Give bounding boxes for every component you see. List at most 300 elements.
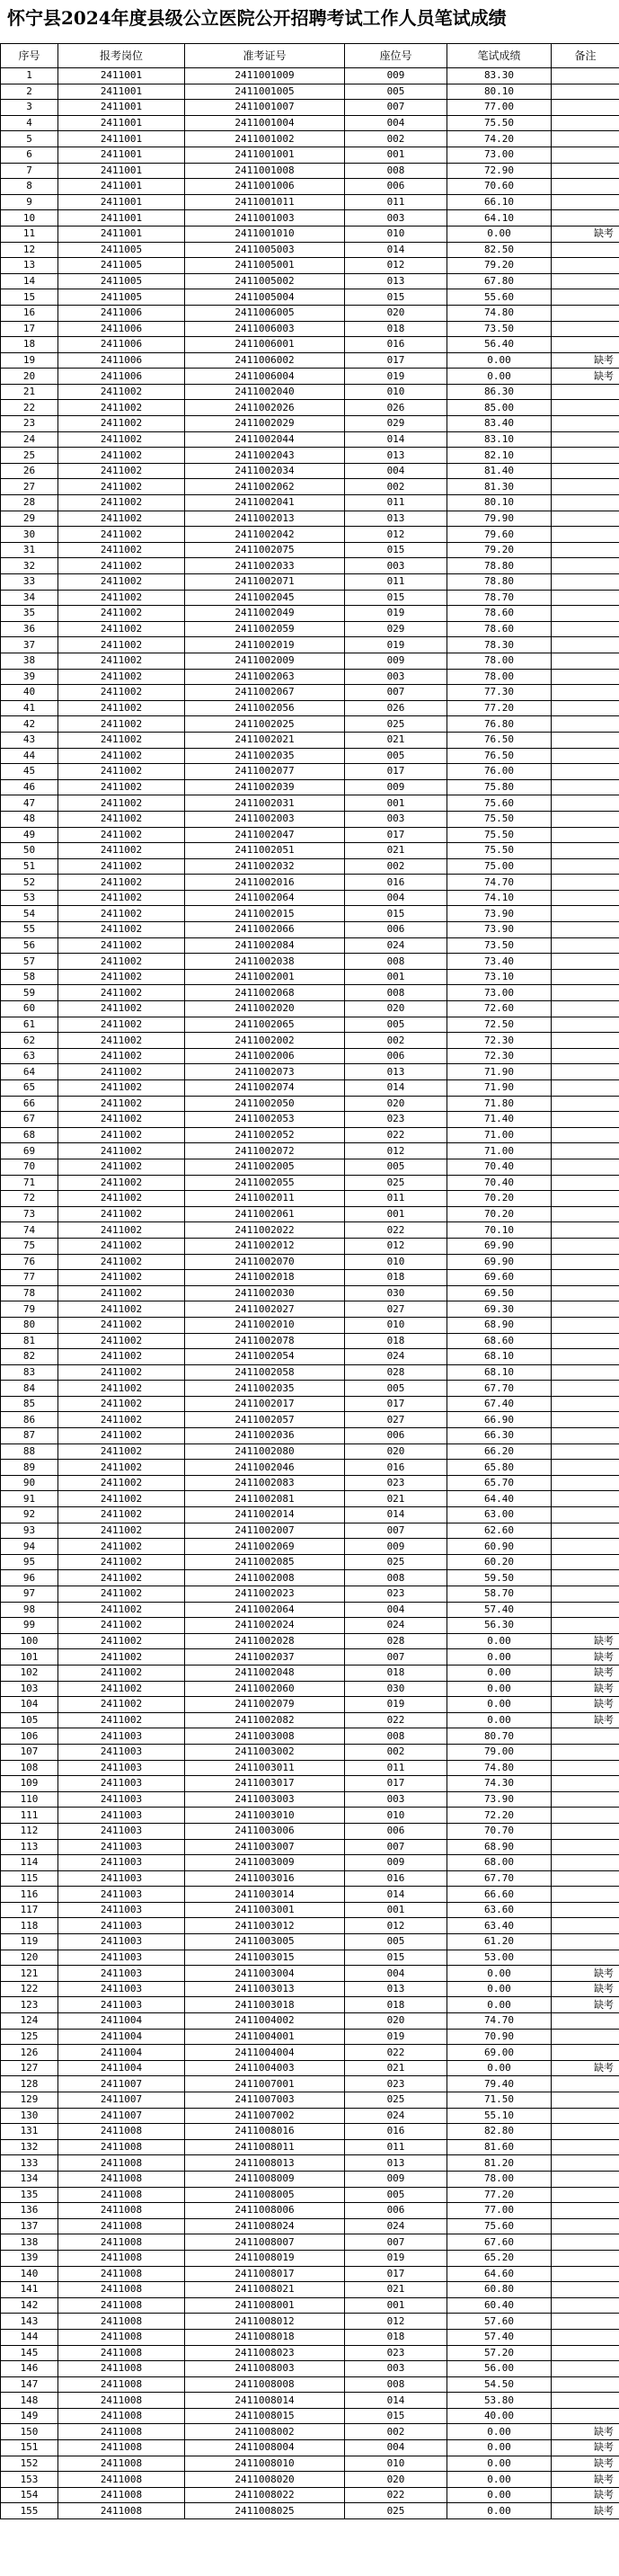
table-row bbox=[1, 685, 619, 701]
cell-ticket-number: 2411002008 bbox=[185, 1570, 345, 1586]
cell-remark bbox=[552, 1349, 619, 1365]
cell-remark bbox=[552, 685, 619, 701]
cell-seat-number: 018 bbox=[345, 1997, 447, 2013]
cell-ticket-number: 2411008005 bbox=[185, 2187, 345, 2203]
page-title: 怀宁县2024年度县级公立医院公开招聘考试工作人员笔试成绩 bbox=[7, 7, 507, 29]
cell-position: 2411002 bbox=[58, 811, 185, 827]
cell-seat-number: 010 bbox=[345, 1317, 447, 1333]
cell-remark bbox=[552, 1554, 619, 1570]
table-row bbox=[1, 1870, 619, 1887]
cell-serial: 40 bbox=[1, 685, 58, 701]
cell-seat-number: 025 bbox=[345, 2503, 447, 2519]
cell-seat-number: 019 bbox=[345, 637, 447, 653]
table-row bbox=[1, 2124, 619, 2140]
cell-ticket-number: 2411002018 bbox=[185, 1270, 345, 1286]
cell-ticket-number: 2411002049 bbox=[185, 606, 345, 622]
cell-seat-number: 001 bbox=[345, 1902, 447, 1918]
cell-written-score: 55.60 bbox=[447, 289, 552, 306]
cell-serial: 91 bbox=[1, 1491, 58, 1507]
cell-seat-number: 016 bbox=[345, 337, 447, 353]
table-row bbox=[1, 1175, 619, 1191]
cell-serial: 93 bbox=[1, 1523, 58, 1539]
cell-position: 2411005 bbox=[58, 273, 185, 289]
cell-serial: 35 bbox=[1, 606, 58, 622]
cell-seat-number: 026 bbox=[345, 700, 447, 716]
cell-remark bbox=[552, 68, 619, 84]
cell-serial: 58 bbox=[1, 969, 58, 985]
cell-position: 2411002 bbox=[58, 1491, 185, 1507]
cell-remark bbox=[552, 1143, 619, 1159]
table-row bbox=[1, 210, 619, 227]
cell-serial: 145 bbox=[1, 2345, 58, 2361]
cell-remark bbox=[552, 669, 619, 685]
cell-remark bbox=[552, 2013, 619, 2030]
cell-serial: 150 bbox=[1, 2424, 58, 2440]
table-row bbox=[1, 1728, 619, 1745]
cell-ticket-number: 2411002056 bbox=[185, 700, 345, 716]
cell-seat-number: 008 bbox=[345, 1728, 447, 1745]
cell-seat-number: 025 bbox=[345, 1175, 447, 1191]
table-row bbox=[1, 1254, 619, 1270]
cell-remark bbox=[552, 1270, 619, 1286]
cell-serial: 112 bbox=[1, 1823, 58, 1839]
table-row bbox=[1, 2266, 619, 2282]
cell-ticket-number: 2411004002 bbox=[185, 2013, 345, 2030]
cell-serial: 2 bbox=[1, 84, 58, 100]
cell-ticket-number: 2411003017 bbox=[185, 1776, 345, 1792]
table-row bbox=[1, 858, 619, 875]
cell-position: 2411002 bbox=[58, 1523, 185, 1539]
cell-remark bbox=[552, 1364, 619, 1381]
cell-position: 2411008 bbox=[58, 2329, 185, 2345]
cell-ticket-number: 2411008001 bbox=[185, 2297, 345, 2314]
cell-serial: 36 bbox=[1, 621, 58, 637]
cell-remark bbox=[552, 1934, 619, 1950]
cell-remark bbox=[552, 1191, 619, 1207]
cell-written-score: 77.20 bbox=[447, 2187, 552, 2203]
cell-serial: 140 bbox=[1, 2266, 58, 2282]
cell-remark bbox=[552, 1175, 619, 1191]
cell-ticket-number: 2411002061 bbox=[185, 1206, 345, 1222]
cell-seat-number: 010 bbox=[345, 2456, 447, 2472]
cell-serial: 131 bbox=[1, 2124, 58, 2140]
cell-serial: 108 bbox=[1, 1760, 58, 1776]
cell-position: 2411006 bbox=[58, 337, 185, 353]
cell-written-score: 83.30 bbox=[447, 68, 552, 84]
cell-position: 2411001 bbox=[58, 226, 185, 242]
cell-written-score: 66.20 bbox=[447, 1443, 552, 1460]
cell-remark bbox=[552, 147, 619, 163]
cell-seat-number: 006 bbox=[345, 922, 447, 938]
cell-serial: 138 bbox=[1, 2234, 58, 2251]
cell-position: 2411003 bbox=[58, 1887, 185, 1903]
cell-position: 2411008 bbox=[58, 2424, 185, 2440]
cell-remark bbox=[552, 2155, 619, 2172]
cell-serial: 83 bbox=[1, 1364, 58, 1381]
cell-written-score: 66.30 bbox=[447, 1428, 552, 1444]
score-table bbox=[0, 43, 619, 2519]
cell-remark bbox=[552, 242, 619, 258]
cell-serial: 151 bbox=[1, 2440, 58, 2456]
cell-serial: 90 bbox=[1, 1475, 58, 1491]
table-row bbox=[1, 1934, 619, 1950]
cell-seat-number: 014 bbox=[345, 242, 447, 258]
cell-serial: 74 bbox=[1, 1222, 58, 1239]
table-row bbox=[1, 1112, 619, 1128]
table-row bbox=[1, 542, 619, 558]
cell-remark bbox=[552, 1285, 619, 1301]
cell-position: 2411001 bbox=[58, 147, 185, 163]
cell-remark bbox=[552, 2408, 619, 2424]
cell-serial: 65 bbox=[1, 1080, 58, 1097]
cell-remark bbox=[552, 1791, 619, 1808]
cell-position: 2411002 bbox=[58, 1364, 185, 1381]
cell-ticket-number: 2411003016 bbox=[185, 1870, 345, 1887]
cell-serial: 101 bbox=[1, 1649, 58, 1666]
table-row bbox=[1, 2393, 619, 2409]
cell-remark bbox=[552, 1491, 619, 1507]
cell-remark bbox=[552, 1443, 619, 1460]
cell-position: 2411003 bbox=[58, 1808, 185, 1824]
cell-written-score: 86.30 bbox=[447, 384, 552, 400]
cell-ticket-number: 2411003002 bbox=[185, 1744, 345, 1760]
cell-ticket-number: 2411002066 bbox=[185, 922, 345, 938]
cell-ticket-number: 2411002081 bbox=[185, 1491, 345, 1507]
cell-ticket-number: 2411002028 bbox=[185, 1633, 345, 1649]
table-row bbox=[1, 1697, 619, 1713]
table-row bbox=[1, 764, 619, 780]
cell-remark bbox=[552, 210, 619, 227]
table-row bbox=[1, 194, 619, 210]
cell-serial: 110 bbox=[1, 1791, 58, 1808]
cell-ticket-number: 2411002035 bbox=[185, 748, 345, 764]
cell-ticket-number: 2411003018 bbox=[185, 1997, 345, 2013]
cell-written-score: 72.50 bbox=[447, 1017, 552, 1033]
cell-serial: 67 bbox=[1, 1112, 58, 1128]
cell-position: 2411002 bbox=[58, 1539, 185, 1555]
cell-position: 2411002 bbox=[58, 700, 185, 716]
cell-serial: 41 bbox=[1, 700, 58, 716]
cell-serial: 49 bbox=[1, 827, 58, 843]
cell-serial: 86 bbox=[1, 1412, 58, 1428]
cell-remark bbox=[552, 843, 619, 859]
table-row bbox=[1, 558, 619, 574]
table-row bbox=[1, 1191, 619, 1207]
cell-written-score: 0.00 bbox=[447, 1697, 552, 1713]
cell-position: 2411001 bbox=[58, 115, 185, 131]
cell-written-score: 74.20 bbox=[447, 131, 552, 147]
table-row bbox=[1, 1760, 619, 1776]
table-row bbox=[1, 1285, 619, 1301]
cell-written-score: 76.80 bbox=[447, 716, 552, 733]
cell-serial: 60 bbox=[1, 1001, 58, 1017]
cell-written-score: 68.60 bbox=[447, 1333, 552, 1349]
cell-remark bbox=[552, 2124, 619, 2140]
cell-remark bbox=[552, 1064, 619, 1080]
cell-written-score: 73.90 bbox=[447, 906, 552, 922]
cell-written-score: 0.00 bbox=[447, 1649, 552, 1666]
table-row bbox=[1, 131, 619, 147]
cell-written-score: 77.00 bbox=[447, 2203, 552, 2219]
cell-remark bbox=[552, 1396, 619, 1412]
table-row bbox=[1, 1491, 619, 1507]
cell-serial: 56 bbox=[1, 937, 58, 954]
cell-remark bbox=[552, 2171, 619, 2187]
cell-position: 2411008 bbox=[58, 2187, 185, 2203]
cell-ticket-number: 2411007001 bbox=[185, 2076, 345, 2092]
cell-position: 2411008 bbox=[58, 2171, 185, 2187]
cell-written-score: 70.40 bbox=[447, 1159, 552, 1175]
cell-serial: 107 bbox=[1, 1744, 58, 1760]
cell-serial: 117 bbox=[1, 1902, 58, 1918]
cell-seat-number: 009 bbox=[345, 1539, 447, 1555]
cell-seat-number: 016 bbox=[345, 1870, 447, 1887]
cell-ticket-number: 2411002052 bbox=[185, 1127, 345, 1143]
table-row bbox=[1, 242, 619, 258]
cell-position: 2411002 bbox=[58, 1507, 185, 1523]
cell-written-score: 76.00 bbox=[447, 764, 552, 780]
cell-written-score: 57.20 bbox=[447, 2345, 552, 2361]
cell-written-score: 64.40 bbox=[447, 1491, 552, 1507]
cell-seat-number: 010 bbox=[345, 1808, 447, 1824]
cell-seat-number: 011 bbox=[345, 1760, 447, 1776]
table-row bbox=[1, 985, 619, 1001]
cell-serial: 70 bbox=[1, 1159, 58, 1175]
table-row bbox=[1, 1523, 619, 1539]
cell-serial: 106 bbox=[1, 1728, 58, 1745]
cell-position: 2411002 bbox=[58, 1443, 185, 1460]
cell-written-score: 70.40 bbox=[447, 1175, 552, 1191]
cell-ticket-number: 2411002040 bbox=[185, 384, 345, 400]
table-row bbox=[1, 1507, 619, 1523]
cell-remark bbox=[552, 1744, 619, 1760]
cell-remark bbox=[552, 1887, 619, 1903]
cell-ticket-number: 2411003011 bbox=[185, 1760, 345, 1776]
cell-written-score: 61.20 bbox=[447, 1934, 552, 1950]
table-row bbox=[1, 2139, 619, 2155]
cell-position: 2411002 bbox=[58, 637, 185, 653]
header-seat-number: 座位号 bbox=[345, 44, 447, 68]
cell-ticket-number: 2411005004 bbox=[185, 289, 345, 306]
cell-seat-number: 009 bbox=[345, 1855, 447, 1871]
cell-written-score: 63.60 bbox=[447, 1902, 552, 1918]
cell-ticket-number: 2411001005 bbox=[185, 84, 345, 100]
cell-seat-number: 013 bbox=[345, 273, 447, 289]
cell-remark bbox=[552, 1823, 619, 1839]
cell-serial: 28 bbox=[1, 495, 58, 511]
cell-remark bbox=[552, 1096, 619, 1112]
cell-remark bbox=[552, 131, 619, 147]
cell-position: 2411001 bbox=[58, 100, 185, 116]
cell-written-score: 0.00 bbox=[447, 1712, 552, 1728]
cell-ticket-number: 2411002068 bbox=[185, 985, 345, 1001]
table-row bbox=[1, 2297, 619, 2314]
cell-position: 2411002 bbox=[58, 1175, 185, 1191]
cell-ticket-number: 2411002037 bbox=[185, 1649, 345, 1666]
cell-position: 2411008 bbox=[58, 2314, 185, 2330]
cell-seat-number: 016 bbox=[345, 875, 447, 891]
cell-position: 2411002 bbox=[58, 1460, 185, 1476]
header-ticket-number: 准考证号 bbox=[185, 44, 345, 68]
cell-written-score: 70.20 bbox=[447, 1191, 552, 1207]
cell-seat-number: 019 bbox=[345, 1697, 447, 1713]
cell-position: 2411003 bbox=[58, 1918, 185, 1934]
cell-seat-number: 001 bbox=[345, 795, 447, 812]
cell-remark bbox=[552, 985, 619, 1001]
cell-serial: 85 bbox=[1, 1396, 58, 1412]
cell-position: 2411002 bbox=[58, 1317, 185, 1333]
cell-remark bbox=[552, 1001, 619, 1017]
table-row bbox=[1, 1096, 619, 1112]
table-row bbox=[1, 1966, 619, 1982]
cell-ticket-number: 2411002023 bbox=[185, 1586, 345, 1603]
cell-ticket-number: 2411001009 bbox=[185, 68, 345, 84]
table-row bbox=[1, 352, 619, 369]
cell-remark bbox=[552, 1159, 619, 1175]
cell-seat-number: 020 bbox=[345, 2013, 447, 2030]
cell-written-score: 71.80 bbox=[447, 1096, 552, 1112]
cell-serial: 148 bbox=[1, 2393, 58, 2409]
cell-remark bbox=[552, 511, 619, 527]
cell-seat-number: 024 bbox=[345, 1618, 447, 1634]
table-row bbox=[1, 226, 619, 242]
cell-remark: 缺考 bbox=[552, 369, 619, 385]
cell-written-score: 0.00 bbox=[447, 2472, 552, 2488]
cell-remark bbox=[552, 1539, 619, 1555]
cell-written-score: 0.00 bbox=[447, 1681, 552, 1697]
cell-written-score: 71.50 bbox=[447, 2092, 552, 2109]
table-row bbox=[1, 337, 619, 353]
cell-position: 2411003 bbox=[58, 1744, 185, 1760]
cell-remark bbox=[552, 416, 619, 432]
cell-position: 2411002 bbox=[58, 937, 185, 954]
cell-seat-number: 007 bbox=[345, 1649, 447, 1666]
cell-written-score: 0.00 bbox=[447, 2060, 552, 2076]
cell-ticket-number: 2411002079 bbox=[185, 1697, 345, 1713]
cell-ticket-number: 2411002047 bbox=[185, 827, 345, 843]
cell-position: 2411008 bbox=[58, 2124, 185, 2140]
cell-ticket-number: 2411004003 bbox=[185, 2060, 345, 2076]
table-row bbox=[1, 1001, 619, 1017]
table-row bbox=[1, 369, 619, 385]
table-row bbox=[1, 669, 619, 685]
cell-serial: 78 bbox=[1, 1285, 58, 1301]
cell-ticket-number: 2411008025 bbox=[185, 2503, 345, 2519]
cell-remark bbox=[552, 1475, 619, 1491]
cell-position: 2411008 bbox=[58, 2408, 185, 2424]
cell-remark: 缺考 bbox=[552, 2060, 619, 2076]
cell-position: 2411002 bbox=[58, 716, 185, 733]
cell-serial: 26 bbox=[1, 463, 58, 479]
cell-seat-number: 018 bbox=[345, 321, 447, 337]
cell-seat-number: 004 bbox=[345, 890, 447, 906]
cell-ticket-number: 2411003005 bbox=[185, 1934, 345, 1950]
cell-seat-number: 017 bbox=[345, 827, 447, 843]
cell-position: 2411008 bbox=[58, 2250, 185, 2266]
cell-position: 2411008 bbox=[58, 2282, 185, 2298]
cell-serial: 43 bbox=[1, 732, 58, 748]
cell-seat-number: 030 bbox=[345, 1681, 447, 1697]
cell-seat-number: 021 bbox=[345, 1491, 447, 1507]
cell-seat-number: 005 bbox=[345, 1934, 447, 1950]
cell-ticket-number: 2411008007 bbox=[185, 2234, 345, 2251]
cell-serial: 113 bbox=[1, 1839, 58, 1855]
cell-ticket-number: 2411003014 bbox=[185, 1887, 345, 1903]
cell-written-score: 78.00 bbox=[447, 2171, 552, 2187]
cell-remark bbox=[552, 431, 619, 448]
cell-ticket-number: 2411002039 bbox=[185, 779, 345, 795]
cell-remark bbox=[552, 890, 619, 906]
cell-position: 2411002 bbox=[58, 1681, 185, 1697]
cell-seat-number: 012 bbox=[345, 527, 447, 543]
cell-remark bbox=[552, 1381, 619, 1397]
cell-remark bbox=[552, 448, 619, 464]
cell-written-score: 55.10 bbox=[447, 2108, 552, 2124]
cell-remark bbox=[552, 653, 619, 669]
cell-seat-number: 002 bbox=[345, 1744, 447, 1760]
header-position: 报考岗位 bbox=[58, 44, 185, 68]
cell-serial: 133 bbox=[1, 2155, 58, 2172]
cell-ticket-number: 2411002003 bbox=[185, 811, 345, 827]
cell-remark bbox=[552, 2393, 619, 2409]
cell-seat-number: 016 bbox=[345, 2124, 447, 2140]
table-row bbox=[1, 637, 619, 653]
cell-ticket-number: 2411004004 bbox=[185, 2045, 345, 2061]
cell-ticket-number: 2411002029 bbox=[185, 416, 345, 432]
cell-written-score: 77.00 bbox=[447, 100, 552, 116]
table-row bbox=[1, 463, 619, 479]
cell-written-score: 78.00 bbox=[447, 653, 552, 669]
table-row bbox=[1, 1206, 619, 1222]
cell-ticket-number: 2411002065 bbox=[185, 1017, 345, 1033]
cell-seat-number: 020 bbox=[345, 1443, 447, 1460]
cell-written-score: 57.40 bbox=[447, 1602, 552, 1618]
cell-remark bbox=[552, 1301, 619, 1318]
cell-written-score: 78.80 bbox=[447, 574, 552, 591]
cell-seat-number: 020 bbox=[345, 305, 447, 321]
cell-written-score: 0.00 bbox=[447, 2424, 552, 2440]
table-row bbox=[1, 843, 619, 859]
cell-remark bbox=[552, 100, 619, 116]
cell-seat-number: 007 bbox=[345, 1839, 447, 1855]
cell-serial: 152 bbox=[1, 2456, 58, 2472]
cell-position: 2411003 bbox=[58, 1791, 185, 1808]
cell-position: 2411002 bbox=[58, 1412, 185, 1428]
cell-position: 2411003 bbox=[58, 1997, 185, 2013]
cell-seat-number: 007 bbox=[345, 2234, 447, 2251]
cell-position: 2411002 bbox=[58, 795, 185, 812]
cell-serial: 79 bbox=[1, 1301, 58, 1318]
cell-position: 2411002 bbox=[58, 1080, 185, 1097]
cell-ticket-number: 2411002070 bbox=[185, 1254, 345, 1270]
cell-written-score: 68.90 bbox=[447, 1317, 552, 1333]
table-row bbox=[1, 1554, 619, 1570]
cell-written-score: 68.00 bbox=[447, 1855, 552, 1871]
cell-serial: 48 bbox=[1, 811, 58, 827]
cell-remark bbox=[552, 811, 619, 827]
cell-written-score: 82.80 bbox=[447, 2124, 552, 2140]
cell-position: 2411002 bbox=[58, 1017, 185, 1033]
cell-seat-number: 027 bbox=[345, 1412, 447, 1428]
cell-ticket-number: 2411002046 bbox=[185, 1460, 345, 1476]
cell-serial: 111 bbox=[1, 1808, 58, 1824]
cell-serial: 10 bbox=[1, 210, 58, 227]
cell-ticket-number: 2411008023 bbox=[185, 2345, 345, 2361]
cell-ticket-number: 2411002084 bbox=[185, 937, 345, 954]
table-row bbox=[1, 1665, 619, 1681]
cell-seat-number: 010 bbox=[345, 226, 447, 242]
cell-seat-number: 003 bbox=[345, 669, 447, 685]
